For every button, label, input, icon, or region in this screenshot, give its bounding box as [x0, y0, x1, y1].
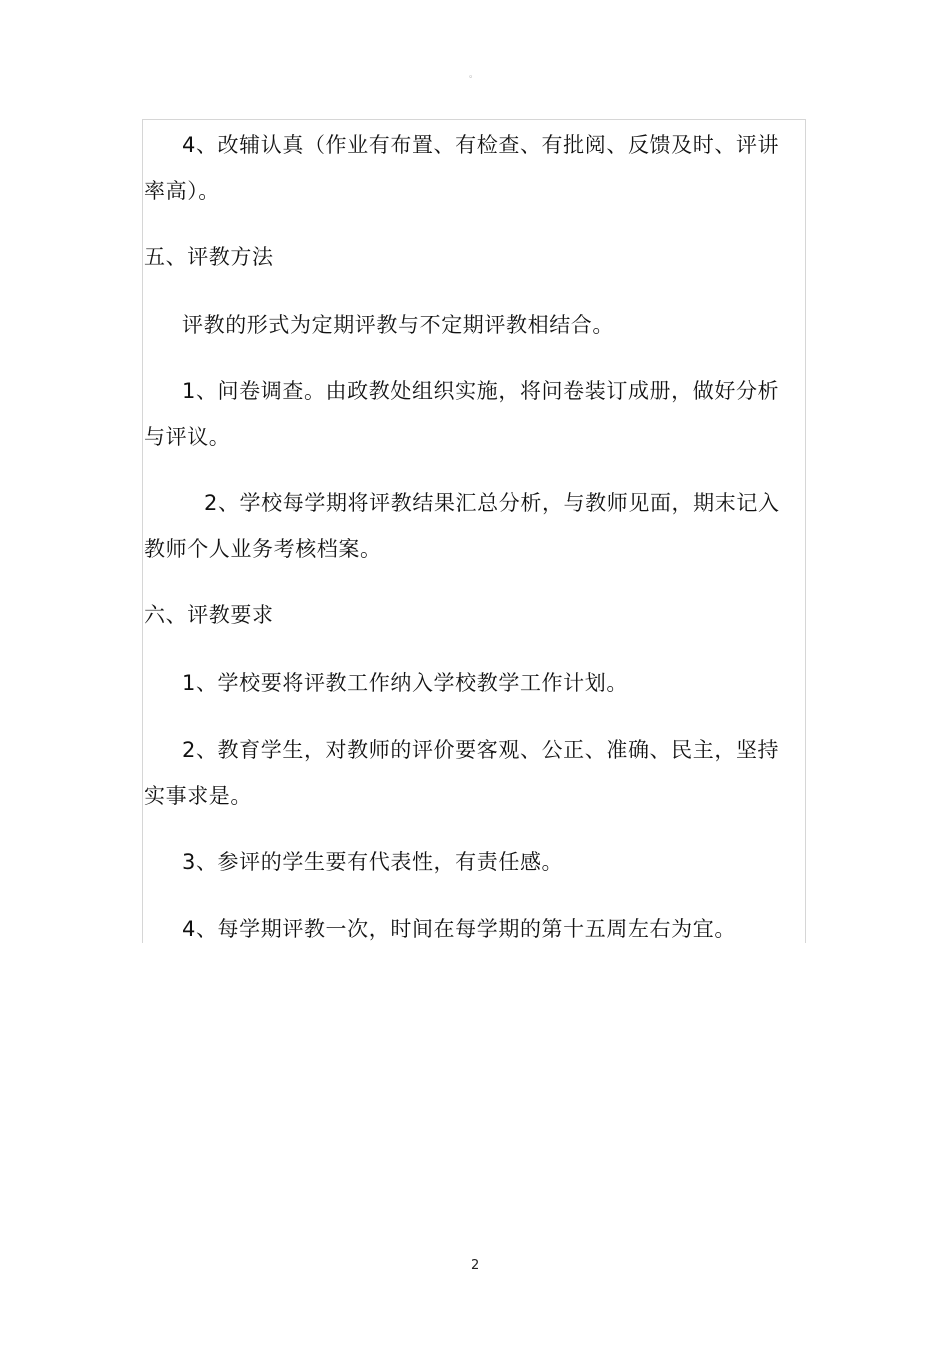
paragraph-line: 4、每学期评教一次，时间在每学期的第十五周左右为宜。: [182, 917, 736, 941]
paragraph-line: 4、改辅认真（作业有布置、有检查、有批阅、反馈及时、评讲: [182, 133, 780, 157]
paragraph-line: 1、学校要将评教工作纳入学校教学工作计划。: [182, 671, 628, 695]
paragraph-line: 评教的形式为定期评教与不定期评教相结合。: [182, 313, 614, 337]
paragraph-line: 2、教育学生，对教师的评价要客观、公正、准确、民主，坚持: [182, 738, 780, 762]
paragraph-line: 2、学校每学期将评教结果汇总分析，与教师见面，期末记入: [204, 491, 780, 515]
section-heading: 五、评教方法: [144, 245, 274, 269]
section-heading: 六、评教要求: [144, 603, 274, 627]
header-mark: 。: [469, 70, 479, 80]
content-frame: [142, 119, 806, 943]
paragraph-line: 与评议。: [144, 425, 231, 449]
paragraph-line: 3、参评的学生要有代表性，有责任感。: [182, 850, 564, 874]
paragraph-line: 实事求是。: [144, 784, 252, 808]
paragraph-line: 教师个人业务考核档案。: [144, 537, 382, 561]
page-number: 2: [471, 1258, 480, 1273]
paragraph-line: 1、问卷调查。由政教处组织实施，将问卷装订成册，做好分析: [182, 379, 780, 403]
paragraph-line: 率高）。: [144, 179, 220, 203]
